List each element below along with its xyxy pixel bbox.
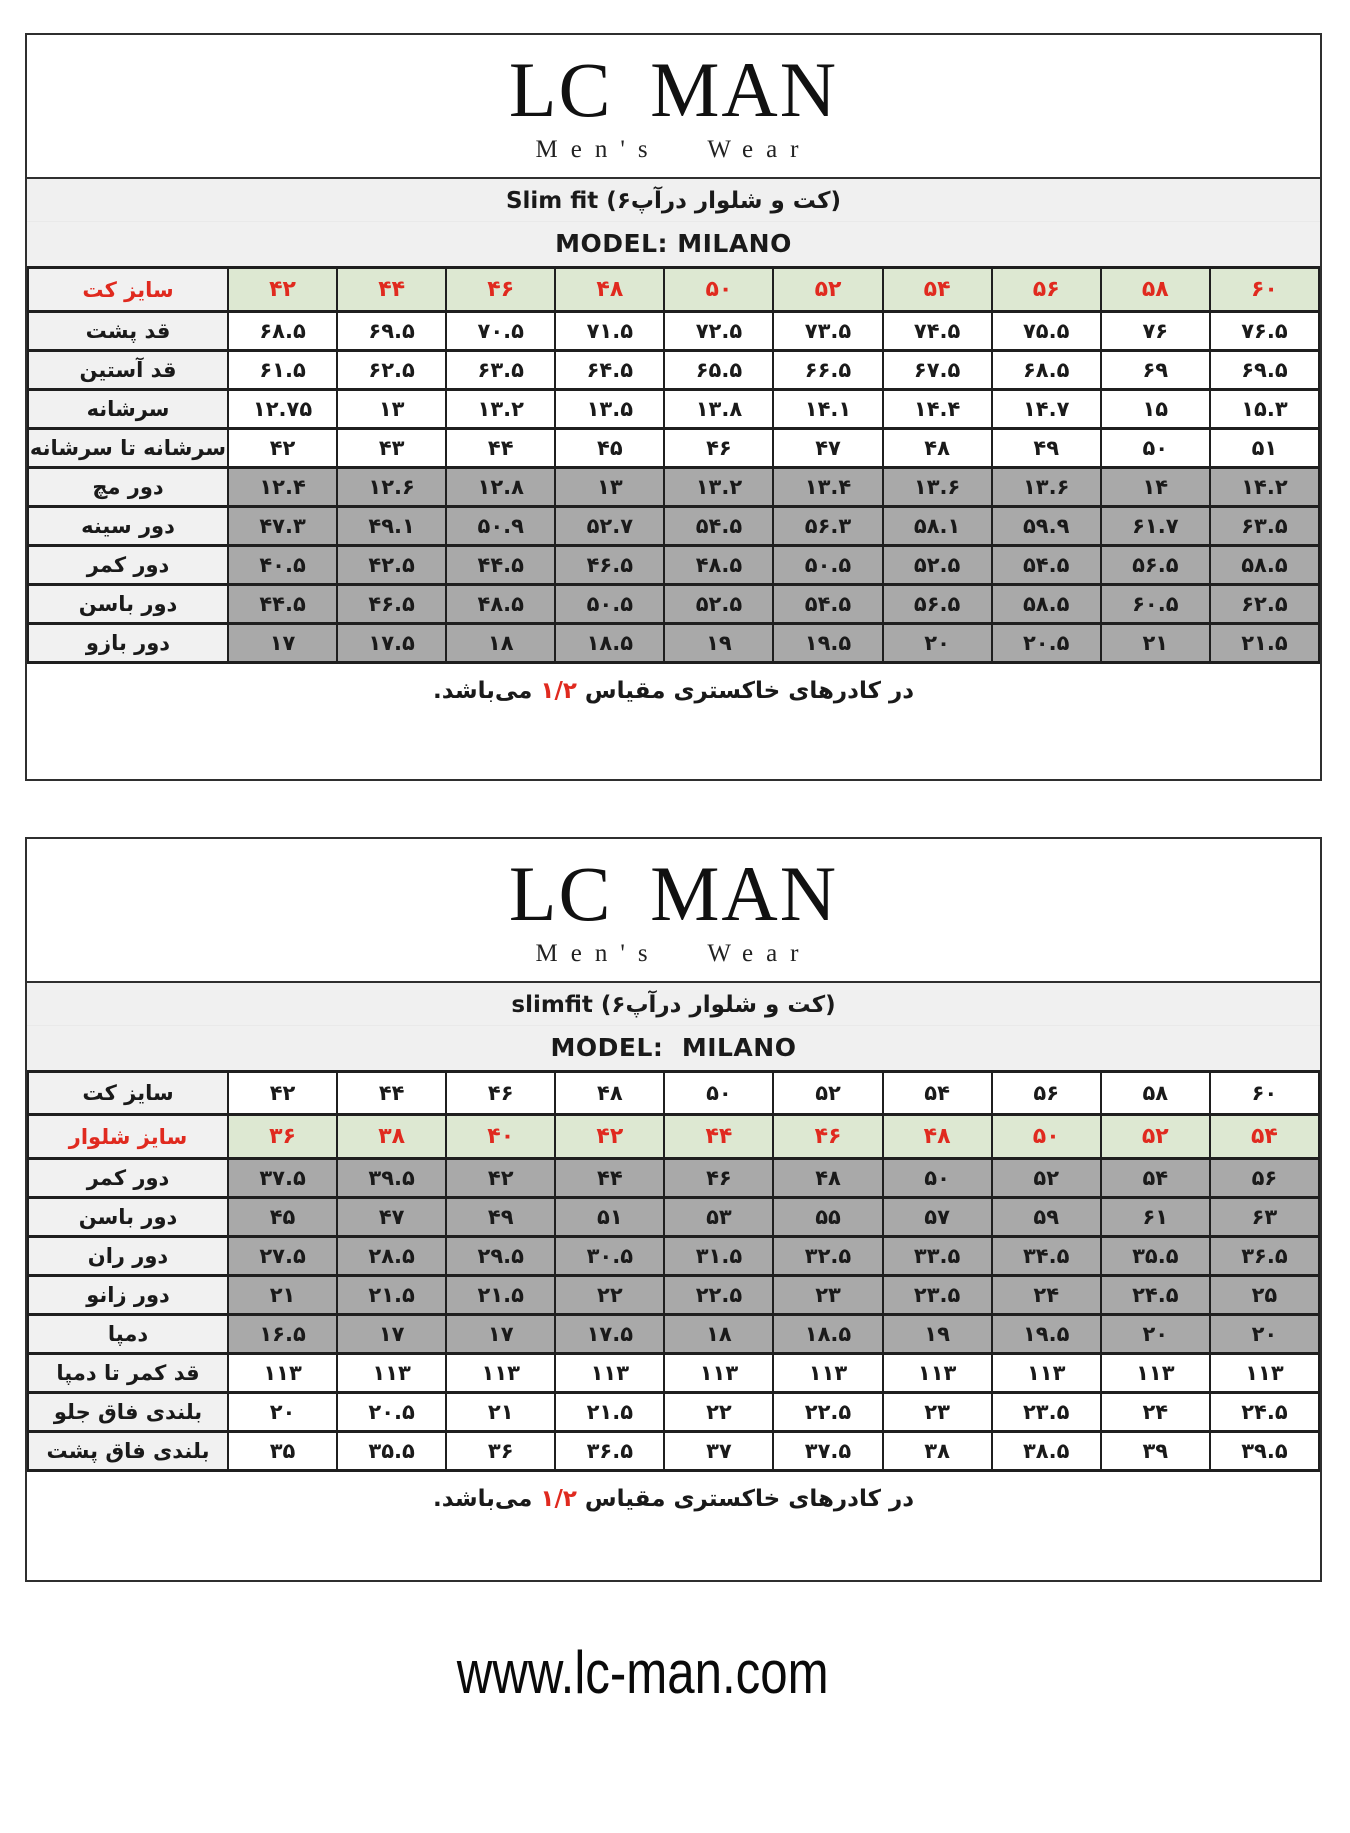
- measurement-row: [28, 312, 1319, 351]
- value-cell: ۲۴: [1101, 1393, 1210, 1432]
- value-cell: ۶۲.۵: [1210, 585, 1319, 624]
- note-fraction: ۱/۲: [540, 1486, 577, 1512]
- value-cell: ۶۱.۷: [1101, 507, 1210, 546]
- value-cell: ۵۰.۹: [446, 507, 555, 546]
- value-cell: ۲۹.۵: [446, 1237, 555, 1276]
- size-chart-card-jacket: [25, 33, 1322, 781]
- row-label: دور ران: [28, 1237, 228, 1276]
- value-cell: ۵۴.۵: [664, 507, 773, 546]
- jacket-size-table: [27, 266, 1320, 664]
- value-cell: ۵۶.۵: [1101, 546, 1210, 585]
- value-cell: ۵۰: [883, 1159, 992, 1198]
- value-cell: ۶۹: [1101, 351, 1210, 390]
- value-cell: ۴۹: [446, 1198, 555, 1237]
- website-url-text: www.lc-man.com: [457, 1639, 829, 1706]
- value-cell: ۶۸.۵: [228, 312, 337, 351]
- value-cell: ۳۶.۵: [555, 1432, 664, 1471]
- row-label: دور سینه: [28, 507, 228, 546]
- measurement-row: [28, 268, 1319, 312]
- measurement-row: [28, 1115, 1319, 1159]
- row-label: دمپا: [28, 1315, 228, 1354]
- value-cell: ۴۶: [446, 1072, 555, 1115]
- row-label: دور باسن: [28, 1198, 228, 1237]
- value-cell: ۶۲.۵: [337, 351, 446, 390]
- value-cell: ۵۱: [555, 1198, 664, 1237]
- value-cell: ۱۷.۵: [337, 624, 446, 663]
- value-cell: ۴۲: [228, 1072, 337, 1115]
- value-cell: ۵۰.۵: [555, 585, 664, 624]
- value-cell: ۶۱.۵: [228, 351, 337, 390]
- note-text-post: می‌باشد.: [432, 1486, 541, 1512]
- value-cell: ۳۹.۵: [1210, 1432, 1319, 1471]
- value-cell: ۵۶: [992, 268, 1101, 312]
- chart-title-block: [27, 981, 1320, 1070]
- row-label: سایز کت: [28, 268, 228, 312]
- value-cell: ۳۵: [228, 1432, 337, 1471]
- value-cell: ۱۴.۱: [773, 390, 882, 429]
- value-cell: ۴۸.۵: [664, 546, 773, 585]
- value-cell: ۵۲.۵: [664, 585, 773, 624]
- measurement-row: [28, 390, 1319, 429]
- value-cell: ۳۵.۵: [1101, 1237, 1210, 1276]
- value-cell: ۲۱: [1101, 624, 1210, 663]
- value-cell: ۵۹.۹: [992, 507, 1101, 546]
- value-cell: ۴۵: [228, 1198, 337, 1237]
- value-cell: ۳۶: [446, 1432, 555, 1471]
- measurement-row: [28, 351, 1319, 390]
- value-cell: ۲۳: [773, 1276, 882, 1315]
- value-cell: ۱۷: [337, 1315, 446, 1354]
- measurement-row: [28, 1354, 1319, 1393]
- value-cell: ۵۰: [992, 1115, 1101, 1159]
- value-cell: ۵۰: [1101, 429, 1210, 468]
- value-cell: ۱۱۳: [228, 1354, 337, 1393]
- pants-size-table: [27, 1070, 1320, 1472]
- value-cell: ۷۶.۵: [1210, 312, 1319, 351]
- value-cell: ۴۶.۵: [337, 585, 446, 624]
- value-cell: ۴۰.۵: [228, 546, 337, 585]
- note-fraction: ۱/۲: [540, 678, 577, 704]
- value-cell: ۱۱۳: [773, 1354, 882, 1393]
- value-cell: ۱۳: [337, 390, 446, 429]
- measurement-row: [28, 1237, 1319, 1276]
- value-cell: ۵۴: [1101, 1159, 1210, 1198]
- value-cell: ۳۱.۵: [664, 1237, 773, 1276]
- value-cell: ۴۲.۵: [337, 546, 446, 585]
- value-cell: ۵۶.۵: [883, 585, 992, 624]
- value-cell: ۴۲: [228, 268, 337, 312]
- value-cell: ۲۱: [228, 1276, 337, 1315]
- value-cell: ۴۴: [664, 1115, 773, 1159]
- value-cell: ۲۵: [1210, 1276, 1319, 1315]
- value-cell: ۷۲.۵: [664, 312, 773, 351]
- value-cell: ۱۱۳: [555, 1354, 664, 1393]
- measurement-row: [28, 1393, 1319, 1432]
- value-cell: ۵۱: [1210, 429, 1319, 468]
- value-cell: ۴۴: [337, 268, 446, 312]
- value-cell: ۱۲.۷۵: [228, 390, 337, 429]
- value-cell: ۲۲: [664, 1393, 773, 1432]
- value-cell: ۲۰: [1101, 1315, 1210, 1354]
- row-label: سرشانه: [28, 390, 228, 429]
- row-label: دور مچ: [28, 468, 228, 507]
- website-url: [0, 1638, 1350, 1707]
- value-cell: ۱۶.۵: [228, 1315, 337, 1354]
- value-cell: ۲۲.۵: [773, 1393, 882, 1432]
- value-cell: ۱۳.۵: [555, 390, 664, 429]
- model-title: MODEL: MILANO: [555, 229, 792, 258]
- value-cell: ۴۲: [446, 1159, 555, 1198]
- brand-logo: [27, 839, 1320, 968]
- value-cell: ۳۸.۵: [992, 1432, 1101, 1471]
- value-cell: ۱۱۳: [1210, 1354, 1319, 1393]
- value-cell: ۵۹: [992, 1198, 1101, 1237]
- value-cell: ۳۹: [1101, 1432, 1210, 1471]
- value-cell: ۴۸.۵: [446, 585, 555, 624]
- fit-style-title: Slim fit (کت و شلوار درآپ۶): [27, 188, 1320, 222]
- row-label: قد پشت: [28, 312, 228, 351]
- value-cell: ۴۶: [773, 1115, 882, 1159]
- value-cell: ۲۱: [446, 1393, 555, 1432]
- value-cell: ۶۳.۵: [446, 351, 555, 390]
- value-cell: ۳۷.۵: [773, 1432, 882, 1471]
- measurement-row: [28, 468, 1319, 507]
- value-cell: ۵۴.۵: [992, 546, 1101, 585]
- value-cell: ۱۴.۷: [992, 390, 1101, 429]
- row-label: قد آستین: [28, 351, 228, 390]
- value-cell: ۲۳.۵: [883, 1276, 992, 1315]
- value-cell: ۱۷: [446, 1315, 555, 1354]
- value-cell: ۱۳.۲: [664, 468, 773, 507]
- value-cell: ۲۷.۵: [228, 1237, 337, 1276]
- row-label: دور کمر: [28, 546, 228, 585]
- value-cell: ۵۸: [1101, 268, 1210, 312]
- value-cell: ۳۳.۵: [883, 1237, 992, 1276]
- brand-name: LC MAN: [508, 850, 839, 937]
- value-cell: ۵۸: [1101, 1072, 1210, 1115]
- value-cell: ۵۶: [992, 1072, 1101, 1115]
- value-cell: ۶۸.۵: [992, 351, 1101, 390]
- value-cell: ۵۰: [664, 1072, 773, 1115]
- value-cell: ۷۰.۵: [446, 312, 555, 351]
- value-cell: ۴۳: [337, 429, 446, 468]
- value-cell: ۱۱۳: [992, 1354, 1101, 1393]
- row-label: قد کمر تا دمپا: [28, 1354, 228, 1393]
- value-cell: ۵۰.۵: [773, 546, 882, 585]
- value-cell: ۵۶.۳: [773, 507, 882, 546]
- value-cell: ۳۶: [228, 1115, 337, 1159]
- chart-title-block: [27, 177, 1320, 266]
- row-label: سایز کت: [28, 1072, 228, 1115]
- brand-tagline: Men's Wear: [535, 940, 812, 967]
- value-cell: ۶۹.۵: [1210, 351, 1319, 390]
- value-cell: ۶۰: [1210, 1072, 1319, 1115]
- value-cell: ۲۴.۵: [1101, 1276, 1210, 1315]
- value-cell: ۱۳.۶: [883, 468, 992, 507]
- value-cell: ۴۸: [555, 1072, 664, 1115]
- value-cell: ۲۲: [555, 1276, 664, 1315]
- value-cell: ۳۸: [883, 1432, 992, 1471]
- value-cell: ۵۴.۵: [773, 585, 882, 624]
- value-cell: ۴۰: [446, 1115, 555, 1159]
- value-cell: ۵۲: [773, 1072, 882, 1115]
- value-cell: ۲۰: [883, 624, 992, 663]
- value-cell: ۱۱۳: [446, 1354, 555, 1393]
- value-cell: ۶۱: [1101, 1198, 1210, 1237]
- measurement-row: [28, 1159, 1319, 1198]
- value-cell: ۳۰.۵: [555, 1237, 664, 1276]
- value-cell: ۱۱۳: [337, 1354, 446, 1393]
- measurement-row: [28, 585, 1319, 624]
- value-cell: ۵۸.۱: [883, 507, 992, 546]
- row-label: بلندی فاق پشت: [28, 1432, 228, 1471]
- value-cell: ۱۱۳: [1101, 1354, 1210, 1393]
- value-cell: ۳۸: [337, 1115, 446, 1159]
- value-cell: ۳۴.۵: [992, 1237, 1101, 1276]
- value-cell: ۱۹.۵: [992, 1315, 1101, 1354]
- value-cell: ۱۲.۴: [228, 468, 337, 507]
- size-chart-card-pants: [25, 837, 1322, 1582]
- value-cell: ۴۴.۵: [446, 546, 555, 585]
- row-label: سایز شلوار: [28, 1115, 228, 1159]
- note-text-post: می‌باشد.: [432, 678, 541, 704]
- value-cell: ۴۹: [992, 429, 1101, 468]
- value-cell: ۱۸: [446, 624, 555, 663]
- value-cell: ۲۴: [992, 1276, 1101, 1315]
- value-cell: ۳۶.۵: [1210, 1237, 1319, 1276]
- scale-note: [27, 664, 1320, 720]
- measurement-row: [28, 1276, 1319, 1315]
- value-cell: ۲۸.۵: [337, 1237, 446, 1276]
- value-cell: ۶۰.۵: [1101, 585, 1210, 624]
- value-cell: ۲۱.۵: [555, 1393, 664, 1432]
- value-cell: ۱۸.۵: [773, 1315, 882, 1354]
- value-cell: ۲۳: [883, 1393, 992, 1432]
- value-cell: ۲۰: [1210, 1315, 1319, 1354]
- measurement-row: [28, 1315, 1319, 1354]
- value-cell: ۵۸.۵: [992, 585, 1101, 624]
- value-cell: ۴۸: [883, 429, 992, 468]
- value-cell: ۲۰.۵: [992, 624, 1101, 663]
- measurement-row: [28, 1072, 1319, 1115]
- value-cell: ۴۲: [228, 429, 337, 468]
- value-cell: ۵۸.۵: [1210, 546, 1319, 585]
- value-cell: ۱۳: [555, 468, 664, 507]
- value-cell: ۵۲.۵: [883, 546, 992, 585]
- value-cell: ۲۱.۵: [1210, 624, 1319, 663]
- value-cell: ۱۳.۸: [664, 390, 773, 429]
- value-cell: ۶۴.۵: [555, 351, 664, 390]
- value-cell: ۵۲.۷: [555, 507, 664, 546]
- value-cell: ۴۷.۳: [228, 507, 337, 546]
- value-cell: ۵۲: [1101, 1115, 1210, 1159]
- value-cell: ۵۴: [1210, 1115, 1319, 1159]
- value-cell: ۲۲.۵: [664, 1276, 773, 1315]
- value-cell: ۲۳.۵: [992, 1393, 1101, 1432]
- value-cell: ۱۹.۵: [773, 624, 882, 663]
- row-label: دور بازو: [28, 624, 228, 663]
- value-cell: ۴۸: [883, 1115, 992, 1159]
- value-cell: ۷۳.۵: [773, 312, 882, 351]
- value-cell: ۱۴.۴: [883, 390, 992, 429]
- value-cell: ۲۰.۵: [337, 1393, 446, 1432]
- brand-logo: [27, 35, 1320, 164]
- measurement-row: [28, 429, 1319, 468]
- value-cell: ۱۵.۳: [1210, 390, 1319, 429]
- value-cell: ۴۸: [555, 268, 664, 312]
- value-cell: ۵۳: [664, 1198, 773, 1237]
- value-cell: ۵۰: [664, 268, 773, 312]
- value-cell: ۱۴.۲: [1210, 468, 1319, 507]
- value-cell: ۵۵: [773, 1198, 882, 1237]
- row-label: دور کمر: [28, 1159, 228, 1198]
- value-cell: ۱۲.۸: [446, 468, 555, 507]
- value-cell: ۷۴.۵: [883, 312, 992, 351]
- note-text-pre: در کادرهای خاکستری مقیاس: [576, 1486, 915, 1512]
- value-cell: ۶۹.۵: [337, 312, 446, 351]
- value-cell: ۱۳.۴: [773, 468, 882, 507]
- value-cell: ۵۷: [883, 1198, 992, 1237]
- value-cell: ۲۰: [228, 1393, 337, 1432]
- value-cell: ۱۸.۵: [555, 624, 664, 663]
- value-cell: ۴۷: [337, 1198, 446, 1237]
- value-cell: ۴۴: [555, 1159, 664, 1198]
- value-cell: ۴۶: [664, 1159, 773, 1198]
- value-cell: ۶۳: [1210, 1198, 1319, 1237]
- value-cell: ۴۶: [664, 429, 773, 468]
- value-cell: ۱۷.۵: [555, 1315, 664, 1354]
- row-label: دور زانو: [28, 1276, 228, 1315]
- scale-note: [27, 1472, 1320, 1528]
- value-cell: ۱۹: [883, 1315, 992, 1354]
- value-cell: ۳۵.۵: [337, 1432, 446, 1471]
- value-cell: ۴۲: [555, 1115, 664, 1159]
- measurement-row: [28, 507, 1319, 546]
- value-cell: ۶۳.۵: [1210, 507, 1319, 546]
- value-cell: ۴۷: [773, 429, 882, 468]
- value-cell: ۷۱.۵: [555, 312, 664, 351]
- value-cell: ۴۵: [555, 429, 664, 468]
- value-cell: ۵۲: [992, 1159, 1101, 1198]
- value-cell: ۶۷.۵: [883, 351, 992, 390]
- row-label: دور باسن: [28, 585, 228, 624]
- value-cell: ۵۲: [773, 268, 882, 312]
- value-cell: ۷۶: [1101, 312, 1210, 351]
- value-cell: ۴۹.۱: [337, 507, 446, 546]
- value-cell: ۳۹.۵: [337, 1159, 446, 1198]
- value-cell: ۳۲.۵: [773, 1237, 882, 1276]
- note-text-pre: در کادرهای خاکستری مقیاس: [576, 678, 915, 704]
- measurement-row: [28, 624, 1319, 663]
- value-cell: ۴۶: [446, 268, 555, 312]
- value-cell: ۴۴: [446, 429, 555, 468]
- value-cell: ۴۴.۵: [228, 585, 337, 624]
- value-cell: ۶۵.۵: [664, 351, 773, 390]
- value-cell: ۱۷: [228, 624, 337, 663]
- value-cell: ۱۱۳: [664, 1354, 773, 1393]
- value-cell: ۱۳.۲: [446, 390, 555, 429]
- value-cell: ۱۳.۶: [992, 468, 1101, 507]
- value-cell: ۷۵.۵: [992, 312, 1101, 351]
- value-cell: ۱۹: [664, 624, 773, 663]
- value-cell: ۵۴: [883, 1072, 992, 1115]
- value-cell: ۶۰: [1210, 268, 1319, 312]
- brand-name: LC MAN: [508, 46, 839, 133]
- row-label: بلندی فاق جلو: [28, 1393, 228, 1432]
- row-label: سرشانه تا سرشانه: [28, 429, 228, 468]
- value-cell: ۳۷: [664, 1432, 773, 1471]
- value-cell: ۴۶.۵: [555, 546, 664, 585]
- value-cell: ۵۶: [1210, 1159, 1319, 1198]
- fit-style-title: slimfit (کت و شلوار درآپ۶): [27, 992, 1320, 1026]
- measurement-row: [28, 1198, 1319, 1237]
- value-cell: ۴۴: [337, 1072, 446, 1115]
- value-cell: ۱۱۳: [883, 1354, 992, 1393]
- value-cell: ۶۶.۵: [773, 351, 882, 390]
- measurement-row: [28, 1432, 1319, 1471]
- model-title: MODEL: MILANO: [550, 1033, 797, 1062]
- value-cell: ۲۱.۵: [337, 1276, 446, 1315]
- value-cell: ۲۴.۵: [1210, 1393, 1319, 1432]
- brand-tagline: Men's Wear: [535, 136, 812, 163]
- value-cell: ۲۱.۵: [446, 1276, 555, 1315]
- measurement-row: [28, 546, 1319, 585]
- value-cell: ۵۴: [883, 268, 992, 312]
- value-cell: ۱۵: [1101, 390, 1210, 429]
- value-cell: ۱۸: [664, 1315, 773, 1354]
- value-cell: ۱۴: [1101, 468, 1210, 507]
- value-cell: ۴۸: [773, 1159, 882, 1198]
- value-cell: ۱۲.۶: [337, 468, 446, 507]
- value-cell: ۳۷.۵: [228, 1159, 337, 1198]
